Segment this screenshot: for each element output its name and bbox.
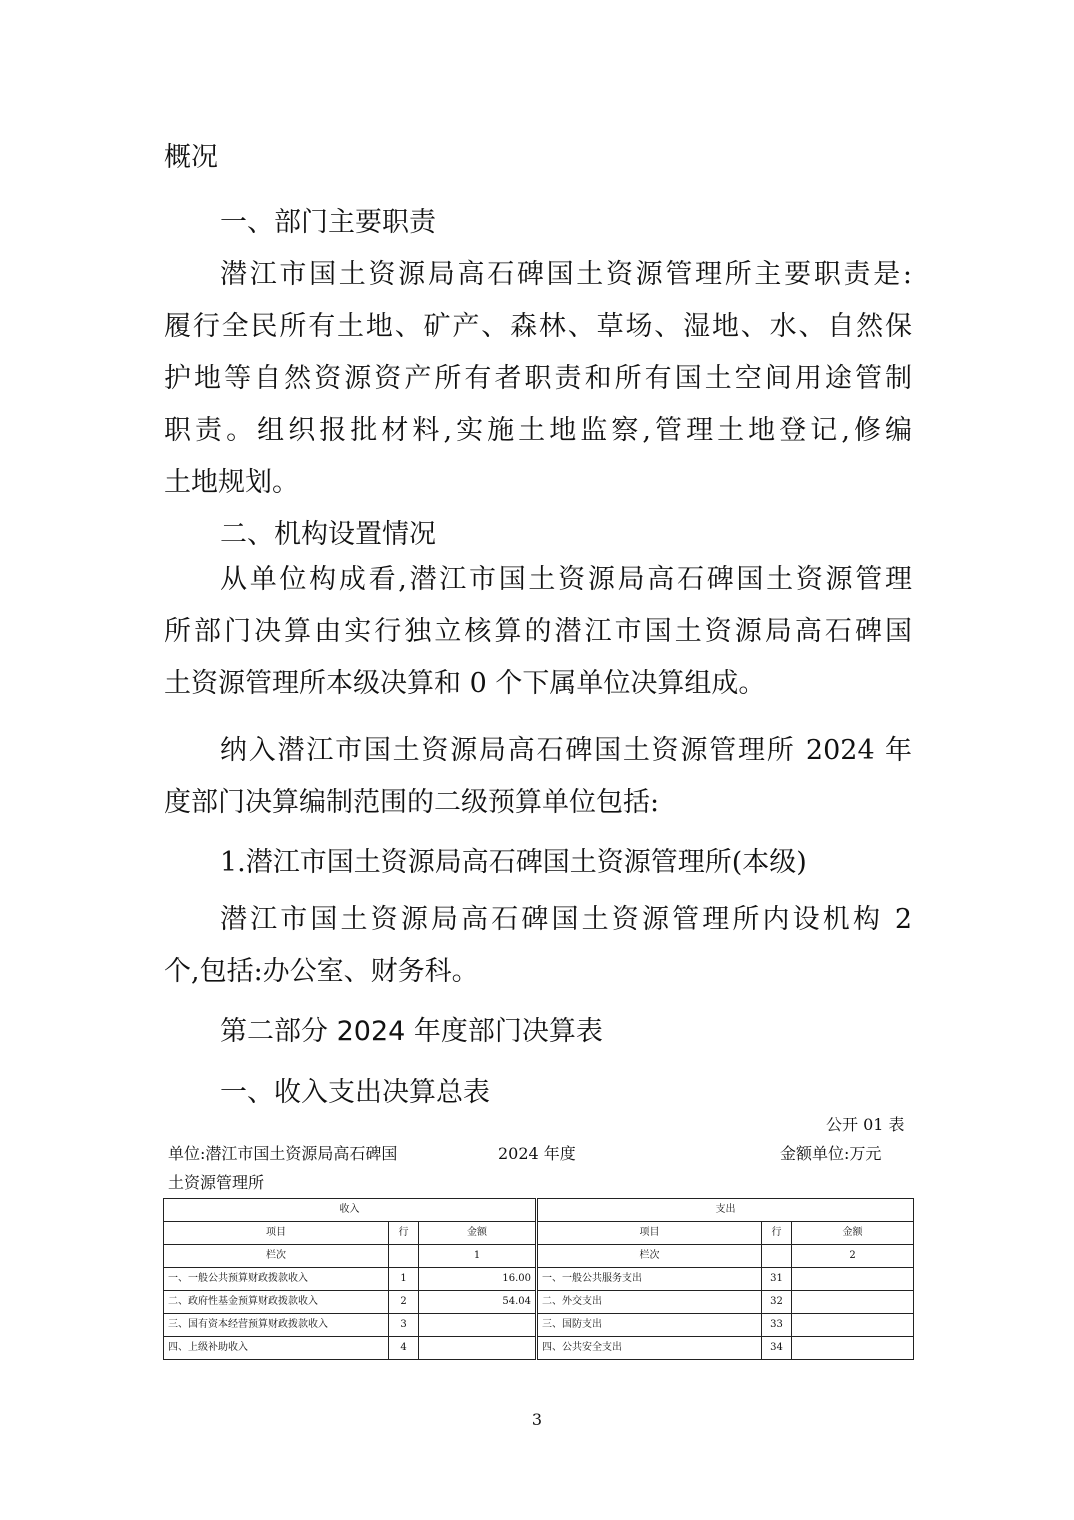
- unit-label-line2: 土资源管理所: [168, 1173, 265, 1192]
- section1-heading: 一、部门主要职责: [220, 207, 436, 238]
- expense-item: 二、外交支出: [537, 1291, 762, 1314]
- income-item: 二、政府性基金预算财政拨款收入: [164, 1291, 389, 1314]
- income-row-header: 行: [389, 1222, 419, 1245]
- expense-row-number: 32: [762, 1291, 792, 1314]
- expense-lanci: 栏次: [537, 1245, 762, 1268]
- section2-item: 1.潜江市国土资源局高石碑国土资源管理所(本级): [220, 847, 807, 878]
- expense-row-number: 33: [762, 1314, 792, 1337]
- expense-item: 三、国防支出: [537, 1314, 762, 1337]
- income-row-number: 3: [389, 1314, 419, 1337]
- expense-amount: [792, 1268, 914, 1291]
- section2-para1-line: 所部门决算由实行独立核算的潜江市国土资源局高石碑国: [164, 616, 912, 647]
- expense-header: 支出: [537, 1199, 914, 1222]
- income-expense-table: [163, 1198, 914, 1360]
- income-item: 四、上级补助收入: [164, 1337, 389, 1360]
- income-item: 一、一般公共预算财政拨款收入: [164, 1268, 389, 1291]
- expense-amount-header: 金额: [792, 1222, 914, 1245]
- section1-line: 护地等自然资源资产所有者职责和所有国土空间用途管制: [164, 363, 912, 394]
- income-amount-header: 金额: [419, 1222, 537, 1245]
- section2-heading: 二、机构设置情况: [220, 519, 436, 550]
- expense-row-number: 34: [762, 1337, 792, 1360]
- section2-para1-line: 土资源管理所本级决算和 0 个下属单位决算组成。: [164, 668, 766, 699]
- expense-col-number: 2: [792, 1245, 914, 1268]
- form-number: 公开 01 表: [826, 1115, 905, 1134]
- table-lanci-row: [164, 1245, 914, 1268]
- table-column-header-row: [164, 1222, 914, 1245]
- section2-para3-line: 个,包括:办公室、财务科。: [164, 956, 479, 987]
- section2-para3-line: 潜江市国土资源局高石碑国土资源管理所内设机构 2: [220, 904, 912, 935]
- income-amount: 54.04: [419, 1291, 537, 1314]
- expense-amount: [792, 1291, 914, 1314]
- expense-item-header: 项目: [537, 1222, 762, 1245]
- section1-line: 履行全民所有土地、矿产、森林、草场、湿地、水、自然保: [164, 311, 912, 342]
- section1-line: 土地规划。: [164, 467, 299, 498]
- section1-line: 职责。组织报批材料,实施土地监察,管理土地登记,修编: [164, 415, 912, 446]
- expense-amount: [792, 1337, 914, 1360]
- section2-para2-line: 纳入潜江市国土资源局高石碑国土资源管理所 2024 年: [220, 735, 912, 766]
- page-number: 3: [531, 1410, 543, 1429]
- expense-item: 一、一般公共服务支出: [537, 1268, 762, 1291]
- table-row: [164, 1337, 914, 1360]
- income-amount: [419, 1337, 537, 1360]
- amount-unit: 金额单位:万元: [780, 1144, 882, 1163]
- table-row: [164, 1291, 914, 1314]
- section1-line: 潜江市国土资源局高石碑国土资源管理所主要职责是:: [220, 259, 912, 290]
- expense-row-header: 行: [762, 1222, 792, 1245]
- expense-item: 四、公共安全支出: [537, 1337, 762, 1360]
- income-lanci-row-empty: [389, 1245, 419, 1268]
- section2-para2-line: 度部门决算编制范围的二级预算单位包括:: [164, 787, 660, 818]
- income-row-number: 4: [389, 1337, 419, 1360]
- income-item-header: 项目: [164, 1222, 389, 1245]
- unit-label-line1: 单位:潜江市国土资源局高石碑国: [168, 1144, 398, 1163]
- income-item: 三、国有资本经营预算财政拨款收入: [164, 1314, 389, 1337]
- table-heading: 一、收入支出决算总表: [220, 1077, 490, 1108]
- income-lanci: 栏次: [164, 1245, 389, 1268]
- table-row: [164, 1314, 914, 1337]
- expense-row-number: 31: [762, 1268, 792, 1291]
- income-row-number: 1: [389, 1268, 419, 1291]
- table-row: [164, 1268, 914, 1291]
- income-col-number: 1: [419, 1245, 537, 1268]
- expense-amount: [792, 1314, 914, 1337]
- report-year: 2024 年度: [498, 1144, 576, 1163]
- section2-para1-line: 从单位构成看,潜江市国土资源局高石碑国土资源管理: [220, 564, 912, 595]
- income-row-number: 2: [389, 1291, 419, 1314]
- income-amount: [419, 1314, 537, 1337]
- income-header: 收入: [164, 1199, 537, 1222]
- part2-heading: 第二部分 2024 年度部门决算表: [220, 1016, 603, 1047]
- table-group-header-row: [164, 1199, 914, 1222]
- page-title: 概况: [164, 142, 218, 173]
- expense-lanci-row-empty: [762, 1245, 792, 1268]
- income-amount: 16.00: [419, 1268, 537, 1291]
